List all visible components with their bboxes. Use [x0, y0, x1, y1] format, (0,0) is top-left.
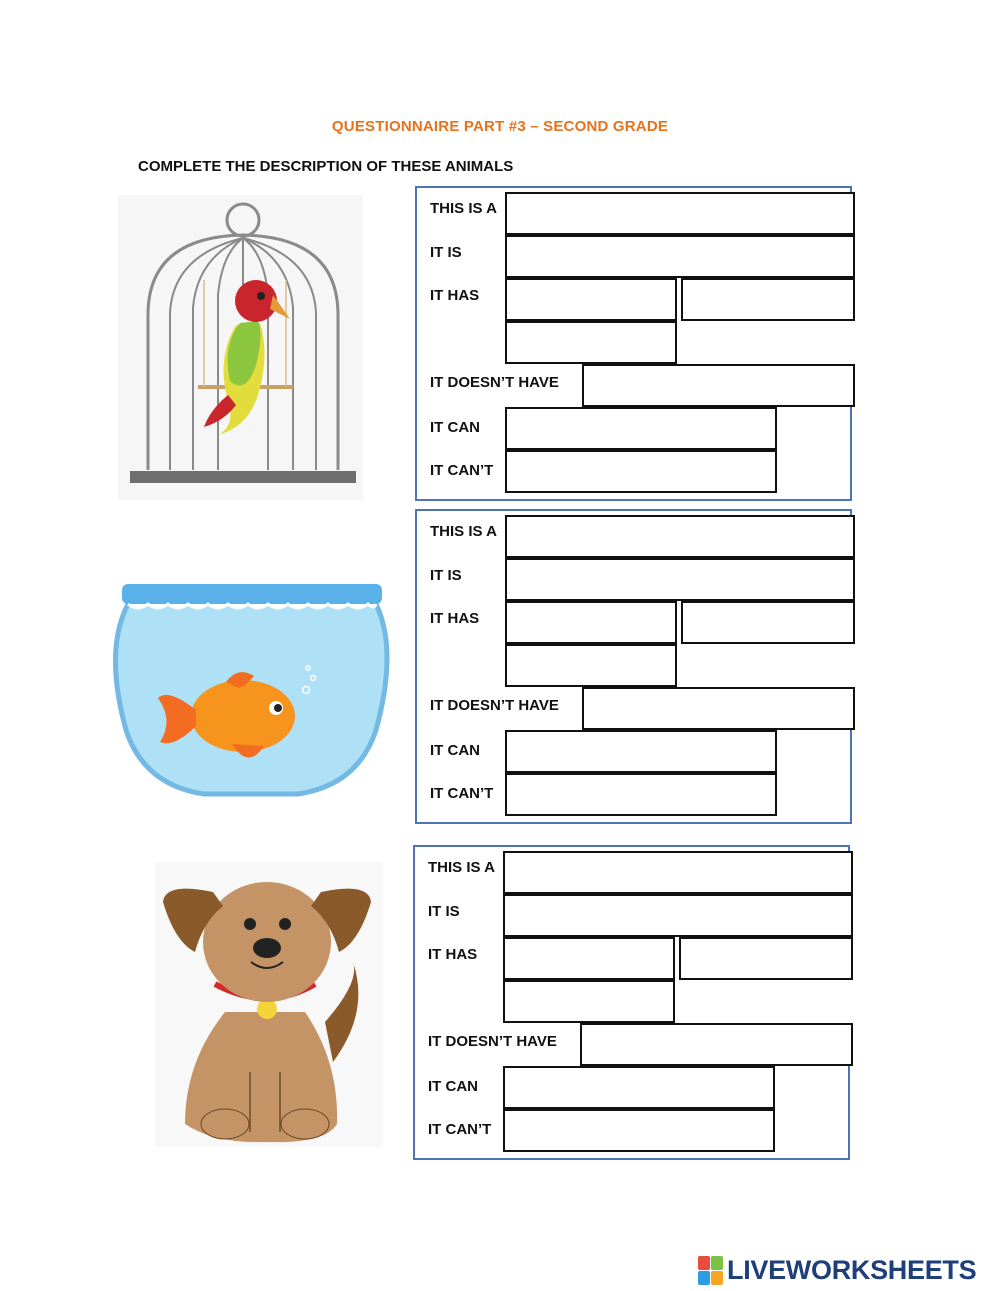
answer-it-is[interactable] [505, 235, 855, 278]
logo-blocks-icon [698, 1256, 723, 1285]
label-it-cant: IT CAN’T [430, 785, 494, 802]
label-it-doesnt-have: IT DOESN’T HAVE [430, 697, 559, 714]
logo-block [711, 1256, 723, 1270]
label-it-cant: IT CAN’T [428, 1121, 492, 1138]
label-it-has: IT HAS [430, 287, 480, 304]
label-it-has: IT HAS [430, 610, 480, 627]
logo-brand-text: LIVEWORKSHEETS [727, 1254, 977, 1285]
label-it-can: IT CAN [430, 742, 480, 759]
animal-card-3 [413, 845, 850, 1160]
answer-it-cant[interactable] [503, 1109, 775, 1152]
bird-in-cage-picture [118, 195, 363, 500]
answer-it-has-1[interactable] [503, 937, 675, 980]
liveworksheets-logo [698, 1255, 976, 1285]
worksheet-title: QUESTIONNAIRE PART #3 – SECOND GRADE [331, 118, 669, 135]
answer-it-can[interactable] [503, 1066, 775, 1109]
answer-this-is-a[interactable] [505, 192, 855, 235]
label-it-is: IT IS [430, 567, 462, 584]
answer-this-is-a[interactable] [503, 851, 853, 894]
answer-it-has-4[interactable] [675, 644, 855, 687]
label-this-is-a: THIS IS A [430, 200, 497, 217]
answer-it-cant[interactable] [505, 450, 777, 493]
goldfish-in-bowl-picture [108, 580, 395, 798]
answer-it-has-1[interactable] [505, 278, 677, 321]
label-it-doesnt-have: IT DOESN’T HAVE [428, 1033, 557, 1050]
answer-it-has-4[interactable] [675, 321, 855, 364]
animal-card-2 [415, 509, 852, 824]
answer-it-has-1[interactable] [505, 601, 677, 644]
answer-it-doesnt-have[interactable] [582, 687, 855, 730]
label-it-can: IT CAN [428, 1078, 478, 1095]
label-it-cant: IT CAN’T [430, 462, 494, 479]
label-it-can: IT CAN [430, 419, 480, 436]
answer-this-is-a[interactable] [505, 515, 855, 558]
logo-block [698, 1271, 710, 1285]
label-it-has: IT HAS [428, 946, 478, 963]
label-it-is: IT IS [428, 903, 460, 920]
label-it-is: IT IS [430, 244, 462, 261]
answer-it-can[interactable] [505, 730, 777, 773]
answer-it-has-3[interactable] [505, 644, 677, 687]
label-this-is-a: THIS IS A [430, 523, 497, 540]
answer-it-has-2[interactable] [681, 601, 855, 644]
answer-it-doesnt-have[interactable] [582, 364, 855, 407]
answer-it-is[interactable] [503, 894, 853, 937]
brown-puppy-picture [155, 862, 383, 1147]
logo-block [698, 1256, 710, 1270]
answer-it-has-2[interactable] [679, 937, 853, 980]
answer-it-can[interactable] [505, 407, 777, 450]
animal-card-1 [415, 186, 852, 501]
worksheet-instruction: COMPLETE THE DESCRIPTION OF THESE ANIMALS [138, 158, 514, 175]
answer-it-has-3[interactable] [503, 980, 675, 1023]
answer-it-is[interactable] [505, 558, 855, 601]
answer-it-has-3[interactable] [505, 321, 677, 364]
answer-it-cant[interactable] [505, 773, 777, 816]
label-this-is-a: THIS IS A [428, 859, 495, 876]
answer-it-has-2[interactable] [681, 278, 855, 321]
answer-it-doesnt-have[interactable] [580, 1023, 853, 1066]
logo-block [711, 1271, 723, 1285]
label-it-doesnt-have: IT DOESN’T HAVE [430, 374, 559, 391]
answer-it-has-4[interactable] [673, 980, 853, 1023]
